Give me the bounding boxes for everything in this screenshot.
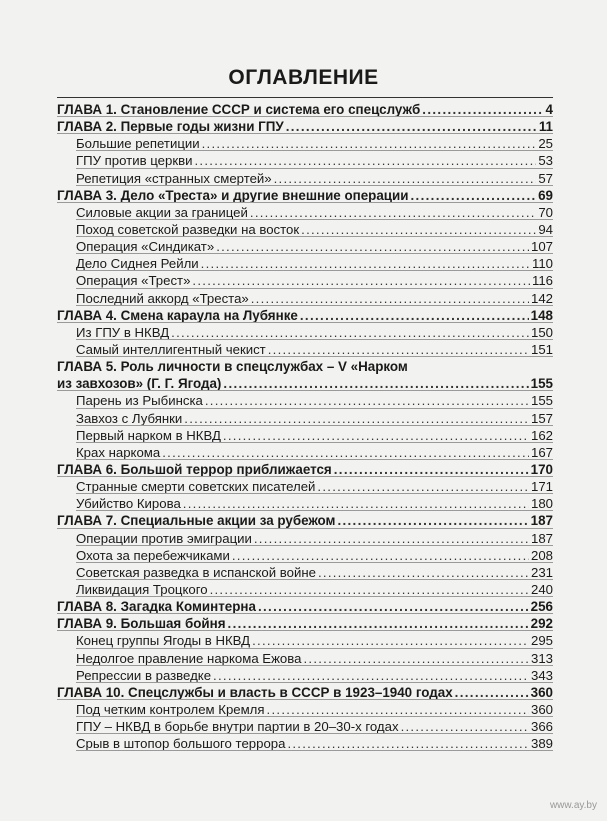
toc-page-number: 343 [530,667,553,683]
toc-entry-title: Странные смерти советских писателей [76,479,316,495]
toc-page-number: 116 [531,273,553,289]
entry-underline [76,253,553,254]
toc-entry-title: Большие репетиции [76,136,200,152]
toc-section-entry[interactable] [57,238,553,255]
toc-entry-title: Недолгое правление наркома Ежова [76,650,302,666]
toc-page-number: 187 [530,530,553,546]
toc-page-number: 295 [530,633,553,649]
toc-section-entry[interactable] [57,392,553,409]
toc-entry-title: Срыв в штопор большого террора [76,736,286,752]
toc-page-number: 25 [538,136,553,152]
toc-entry-title: Крах наркома [76,444,161,460]
entry-underline [76,236,553,237]
toc-entry-title: Конец группы Ягоды в НКВД [76,633,251,649]
toc-section-entry[interactable] [57,444,553,461]
entry-underline [76,682,553,683]
toc-chapter-entry[interactable] [57,187,553,204]
watermark: www.ay.by [549,800,597,811]
toc-chapter-entry[interactable] [57,615,553,632]
entry-underline [76,288,553,289]
table-of-contents [57,101,553,752]
toc-section-entry[interactable] [57,701,553,718]
toc-page-number: 151 [530,341,553,357]
entry-underline [76,562,553,563]
entry-underline [76,185,553,186]
toc-entry-title: Операция «Синдикат» [76,239,215,255]
entry-underline [76,150,553,151]
entry-underline [57,528,553,529]
toc-chapter-entry[interactable] [57,598,553,615]
toc-section-entry[interactable] [57,204,553,221]
toc-chapter-entry[interactable] [57,101,553,118]
toc-entry-title: из завхозов» (Г. Г. Ягода) [57,376,222,392]
entry-underline [76,579,553,580]
toc-section-entry[interactable] [57,324,553,341]
toc-entry-title: ГЛАВА 6. Большой террор приближается [57,461,332,477]
toc-section-entry[interactable] [57,495,553,512]
toc-page-number: 157 [530,410,553,426]
toc-page-number: 11 [538,119,553,135]
page-title: ОГЛАВЛЕНИЕ [228,66,379,89]
toc-page-number: 69 [538,187,553,203]
toc-entry-title: Убийство Кирова [76,496,181,512]
entry-underline [76,442,553,443]
toc-page-number: 155 [530,393,553,409]
toc-entry-title: ГЛАВА 5. Роль личности в спецслужбах – V «Нарком [57,359,408,375]
entry-underline [76,339,553,340]
toc-chapter-entry[interactable] [57,358,553,392]
entry-underline [76,716,553,717]
entry-underline [57,630,553,631]
toc-chapter-entry[interactable] [57,461,553,478]
toc-page-number: 142 [530,290,553,306]
toc-section-entry[interactable] [57,650,553,667]
entry-underline [76,733,553,734]
toc-page-number: 187 [530,513,553,529]
toc-section-entry[interactable] [57,735,553,752]
entry-underline [76,168,553,169]
entry-underline [57,613,553,614]
toc-page-number: 94 [538,221,553,237]
toc-entry-title: ГПУ – НКВД в борьбе внутри партии в 20–30-х годах [76,719,399,735]
toc-entry-title: Парень из Рыбинска [76,393,203,409]
toc-section-entry[interactable] [57,152,553,169]
toc-entry-title: Самый интеллигентный чекист [76,341,266,357]
toc-section-entry[interactable] [57,290,553,307]
entry-underline [76,270,553,271]
toc-page-number: 292 [530,616,553,632]
toc-entry-title: Репрессии в разведке [76,667,212,683]
toc-entry-title: ГЛАВА 8. Загадка Коминтерна [57,599,256,615]
toc-section-entry[interactable] [57,564,553,581]
toc-page-number: 155 [530,376,553,392]
entry-underline [57,116,553,117]
toc-page-number: 150 [530,324,553,340]
toc-section-entry[interactable] [57,272,553,289]
entry-underline [76,356,553,357]
toc-entry-title: ГЛАВА 10. Спецслужбы и власть в СССР в 1923–1940 годах [57,684,453,700]
toc-entry-title: Операции против эмиграции [76,530,252,546]
toc-entry-title: ГЛАВА 9. Большая бойня [57,616,226,632]
toc-section-entry[interactable] [57,718,553,735]
toc-entry-title: Ликвидация Троцкого [76,581,208,597]
toc-section-entry[interactable] [57,221,553,238]
toc-section-entry[interactable] [57,341,553,358]
toc-page-number: 360 [530,701,553,717]
entry-underline [57,699,553,700]
entry-underline [57,322,553,323]
toc-section-entry[interactable] [57,410,553,427]
toc-entry-title: Из ГПУ в НКВД [76,324,170,340]
toc-page-number: 110 [531,256,553,272]
toc-chapter-entry[interactable] [57,684,553,701]
toc-section-entry[interactable] [57,667,553,684]
entry-underline [76,596,553,597]
toc-entry-title: Репетиция «странных смертей» [76,170,272,186]
entry-underline [76,665,553,666]
toc-chapter-entry[interactable] [57,512,553,529]
toc-page-number: 389 [530,736,553,752]
entry-underline [76,459,553,460]
toc-entry-title: ГЛАВА 4. Смена караула на Лубянке [57,307,298,323]
toc-page-number: 57 [538,170,553,186]
toc-entry-title: Силовые акции за границей [76,204,248,220]
toc-page-number: 4 [545,102,553,117]
entry-underline [76,305,553,306]
entry-underline [76,408,553,409]
toc-page-number: 171 [530,479,553,495]
entry-underline [76,425,553,426]
toc-page-number: 360 [530,684,553,700]
toc-page-number: 148 [530,307,553,323]
toc-entry-title: ГЛАВА 2. Первые годы жизни ГПУ [57,119,284,135]
entry-underline [57,476,553,477]
toc-section-entry[interactable] [57,581,553,598]
toc-entry-title: Поход советской разведки на восток [76,221,300,237]
toc-entry-title: Первый нарком в НКВД [76,427,221,443]
toc-section-entry[interactable] [57,135,553,152]
toc-section-entry[interactable] [57,170,553,187]
toc-entry-title: Последний аккорд «Треста» [76,290,249,306]
toc-page-number: 167 [530,444,553,460]
toc-entry-title: Дело Сиднея Рейли [76,256,199,272]
toc-page-number: 256 [530,599,553,615]
toc-entry-title: ГПУ против церкви [76,153,193,169]
toc-entry-title: Операция «Трест» [76,273,191,289]
toc-page-number: 53 [538,153,553,169]
toc-page-number: 313 [530,650,553,666]
entry-underline [76,219,553,220]
toc-page-number: 240 [530,581,553,597]
toc-entry-title: Завхоз с Лубянки [76,410,183,426]
toc-chapter-entry[interactable] [57,118,553,135]
toc-page-number: 180 [530,496,553,512]
toc-page-number: 70 [538,204,553,220]
toc-page-number: 366 [530,719,553,735]
toc-entry-title: ГЛАВА 3. Дело «Треста» и другие внешние операции [57,187,409,203]
toc-section-entry[interactable] [57,478,553,495]
toc-section-entry[interactable] [57,530,553,547]
entry-underline [76,648,553,649]
entry-underline [76,545,553,546]
toc-chapter-entry[interactable] [57,307,553,324]
entry-underline [57,133,553,134]
toc-page-number: 170 [530,461,553,477]
entry-underline [57,390,553,391]
header-rule [57,97,553,98]
toc-page-number: 162 [530,427,553,443]
toc-section-entry[interactable] [57,427,553,444]
toc-page-number: 107 [530,239,553,255]
toc-entry-title: ГЛАВА 7. Специальные акции за рубежом [57,513,336,529]
entry-underline [76,750,553,751]
entry-underline [76,510,553,511]
toc-entry-title: ГЛАВА 1. Становление СССР и система его спецслужб [57,102,421,117]
toc-section-entry[interactable] [57,547,553,564]
toc-page-number: 208 [530,547,553,563]
toc-section-entry[interactable] [57,632,553,649]
toc-page-number: 231 [530,564,553,580]
toc-section-entry[interactable] [57,255,553,272]
entry-underline [57,202,553,203]
toc-entry-title: Охота за перебежчиками [76,547,230,563]
toc-entry-title: Советская разведка в испанской войне [76,564,316,580]
entry-underline [76,493,553,494]
toc-entry-title: Под четким контролем Кремля [76,701,265,717]
